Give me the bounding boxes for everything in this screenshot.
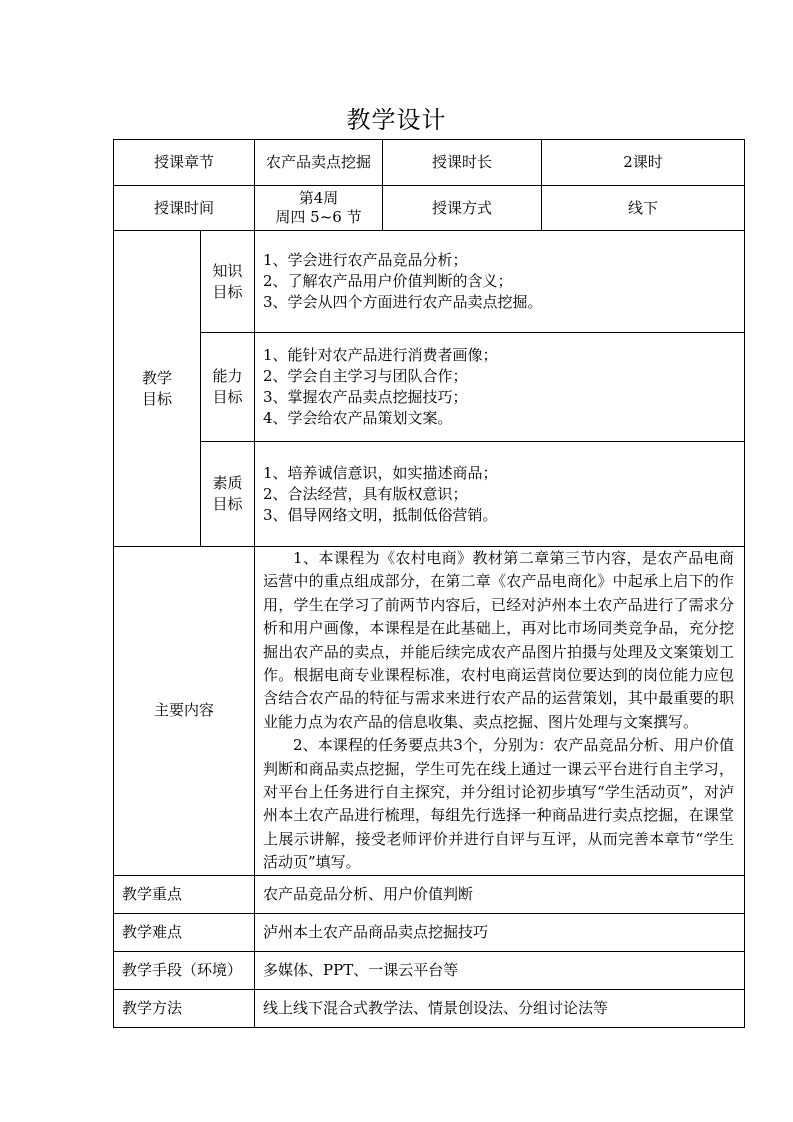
list-item: 1、培养诚信意识，如实描述商品； [263,463,498,482]
teaching-means-label: 教学手段（环境） [114,951,255,989]
mode-value: 线下 [542,186,745,231]
quality-objective-list [255,442,745,547]
lesson-plan-table [113,139,745,1028]
list-item: 3、倡导网络文明，抵制低俗营销。 [263,505,498,524]
time-week: 第4周 [298,189,339,207]
ability-objective-label: 能力 目标 [201,333,255,442]
time-value [255,186,383,231]
mode-label: 授课方式 [383,186,542,231]
row-chapter [114,140,745,186]
row-main-content [114,547,745,876]
duration-label: 授课时长 [383,140,542,186]
main-content-label: 主要内容 [114,547,255,876]
teaching-method-label: 教学方法 [114,989,255,1027]
list-item: 3、学会从四个方面进行农产品卖点挖掘。 [263,293,543,311]
knowledge-objective-list [255,231,745,333]
chapter-label: 授课章节 [114,140,255,186]
duration-value: 2课时 [542,140,745,186]
difficulty-value: 泸州本土农产品商品卖点挖掘技巧 [255,913,745,951]
row-difficulty [114,913,745,951]
page-title: 教学设计 [346,106,447,134]
difficulty-label: 教学难点 [114,913,255,951]
content-paragraph: 1、本课程为《农村电商》教材第二章第三节内容，是农产品电商运营中的重点组成部分，在第二章《农产品电商化》中起承上启下的作用，学生在学习了前两节内容后，已经对泸州本土农产品进行了需求分析和用户画像，本课程是在此基础上，再对比市场同类竞争品，充分挖掘出农产品的卖点，并能后续完成农产品图片拍摄与处理及文案策划工作。根据电商专业课程标准，农村电商运营岗位要达到的岗位能力应包含结合农产品的特征与需求来进行农产品的运营策划，其中最重要的职业能力点为农产品的信息收集、卖点挖掘、图片处理与文案撰写。 [263,549,735,731]
list-item: 2、合法经营，具有版权意识； [263,484,468,503]
teaching-means-value: 多媒体、PPT、一课云平台等 [255,951,745,989]
key-points-value: 农产品竞品分析、用户价值判断 [255,875,745,913]
list-item: 1、能针对农产品进行消费者画像； [263,346,498,364]
chapter-value: 农产品卖点挖掘 [255,140,383,186]
teaching-method-value: 线上线下混合式教学法、情景创设法、分组讨论法等 [255,989,745,1027]
row-quality-objective [114,442,745,547]
list-item: 3、掌握农产品卖点挖掘技巧； [263,388,468,406]
row-key-points [114,875,745,913]
list-item: 2、学会自主学习与团队合作； [263,367,468,385]
main-content-text [255,547,745,876]
time-session: 周四 5~6 节 [275,208,362,226]
content-paragraph: 2、本课程的任务要点共3个，分别为：农产品竞品分析、用户价值判断和商品卖点挖掘，学生可先在线上通过一课云平台进行自主学习，对平台上任务进行自主探究，并分组讨论初步填写“学生活动页”，对泸州本土农产品进行梳理，每组先行选择一种商品进行卖点挖掘，在课堂上展示讲解，接受老师评价并进行自评与互评，从而完善本章节“学生活动页”填写。 [263,736,735,872]
row-teaching-method [114,989,745,1027]
list-item: 4、学会给农产品策划文案。 [263,409,453,427]
objectives-label: 教学 目标 [114,231,201,547]
row-time [114,186,745,231]
key-points-label: 教学重点 [114,875,255,913]
row-teaching-means [114,951,745,989]
quality-objective-label: 素质 目标 [201,442,255,547]
list-item: 1、学会进行农产品竞品分析； [263,251,468,269]
knowledge-objective-label: 知识 目标 [201,231,255,333]
time-label: 授课时间 [114,186,255,231]
row-ability-objective [114,333,745,442]
row-knowledge-objective [114,231,745,333]
list-item: 2、了解农产品用户价值判断的含义； [263,272,513,290]
ability-objective-list [255,333,745,442]
